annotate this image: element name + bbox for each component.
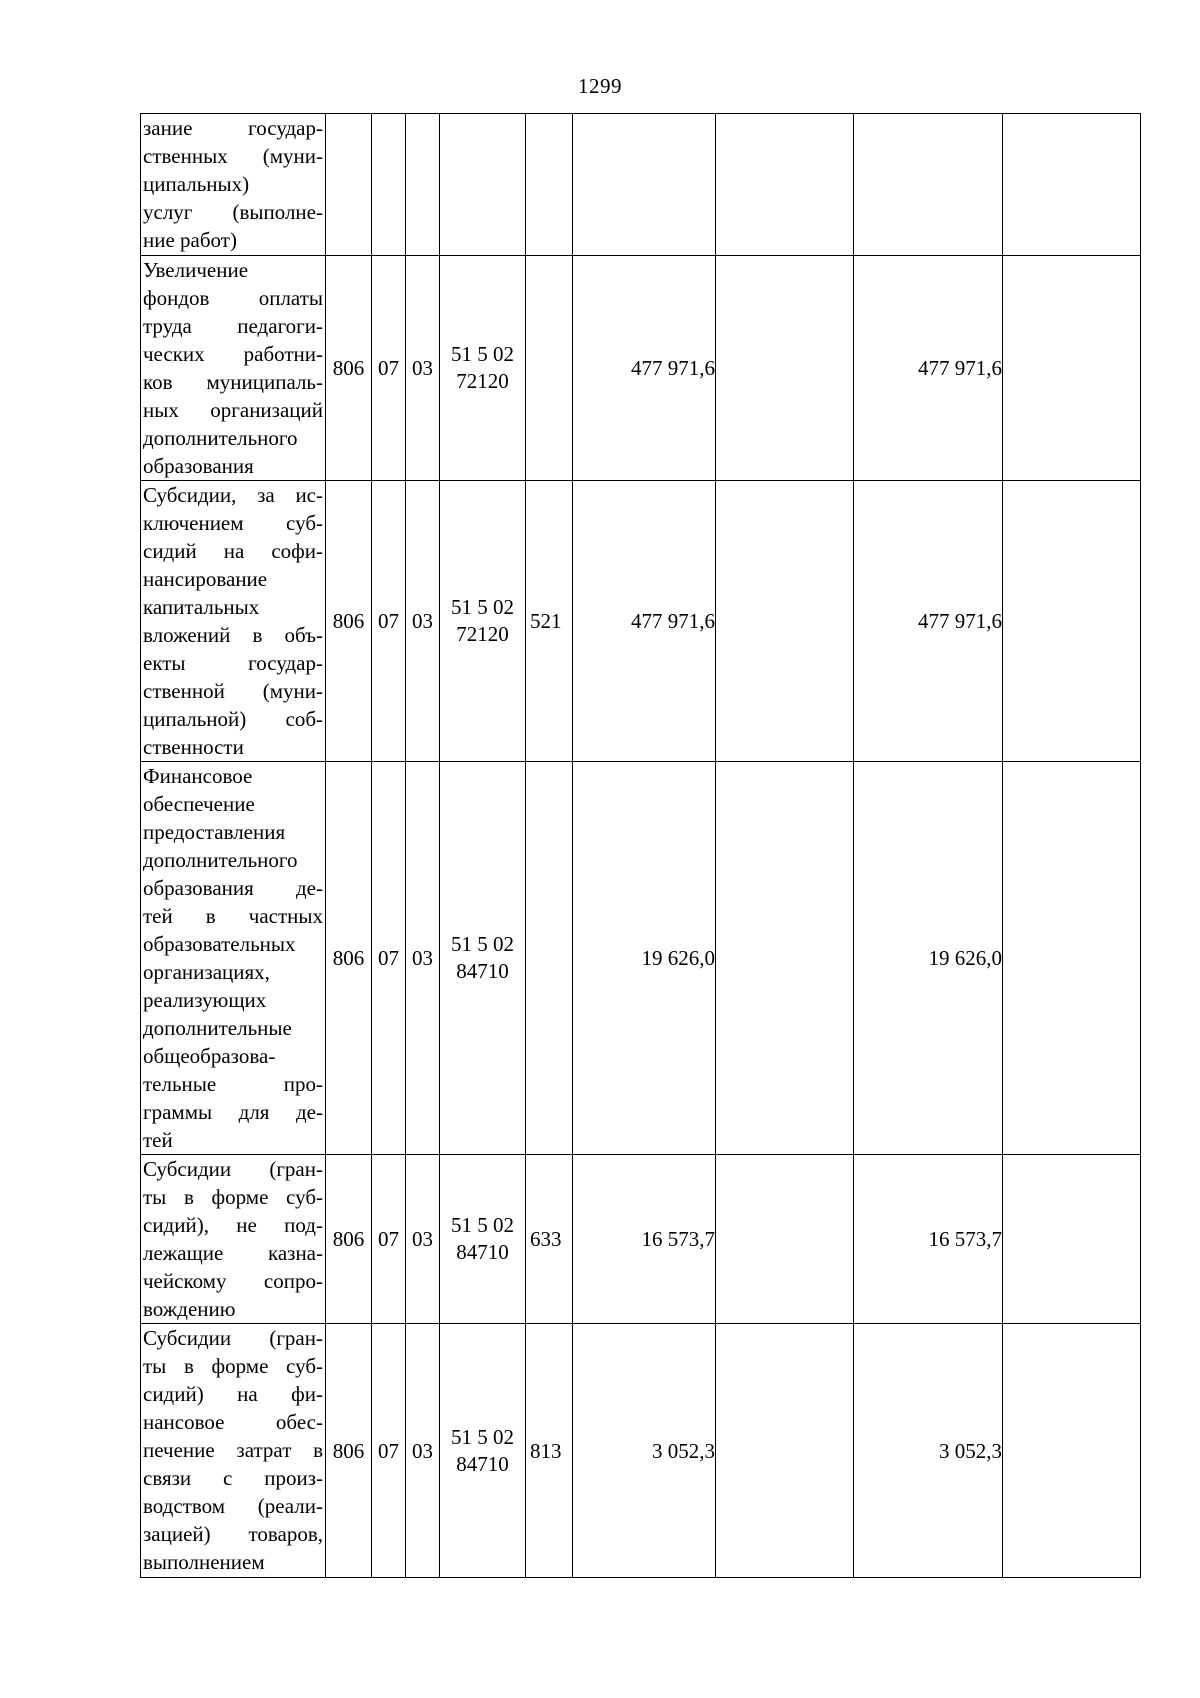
description-line: ципальной) соб-: [143, 707, 323, 731]
subsection-code: 03: [406, 256, 440, 481]
description-line: ключением суб-: [143, 511, 323, 535]
subsection-code: 03: [406, 481, 440, 762]
description-line: нансирование: [143, 567, 268, 591]
row-description: [141, 1324, 326, 1578]
row-description: [141, 481, 326, 762]
target-article-code: [440, 256, 526, 481]
section-code: 07: [372, 1324, 406, 1578]
description-line: организациях,: [143, 960, 270, 984]
description-line: труда педагоги-: [143, 314, 323, 338]
ministry-code: 806: [326, 481, 372, 762]
description-line: дополнительные: [143, 1016, 292, 1040]
description-line: ных организаций: [143, 398, 323, 422]
amount-total: 16 573,7: [573, 1155, 716, 1324]
target-code-line1: 51 5 02: [451, 342, 514, 366]
description-line: ков муниципаль-: [143, 370, 323, 394]
target-article-code: [440, 762, 526, 1155]
description-line: зание государ-: [143, 116, 323, 140]
description-line: Финансовое: [143, 764, 253, 788]
description-line: сидий) на фи-: [143, 1382, 323, 1406]
amount-total: 19 626,0: [573, 762, 716, 1155]
description-line: тей в частных: [143, 904, 323, 928]
description-line: водством (реали-: [143, 1494, 323, 1518]
row-description: [141, 1155, 326, 1324]
amount-total: 477 971,6: [573, 256, 716, 481]
amount-col3: [854, 114, 1003, 256]
expense-type-code: 633: [526, 1155, 573, 1324]
target-code-line1: 51 5 02: [451, 595, 514, 619]
description-line: Субсидии, за ис-: [143, 483, 323, 507]
description-line: тей: [143, 1128, 173, 1152]
row-description: [141, 114, 326, 256]
description-line: екты государ-: [143, 651, 323, 675]
amount-col4: [1003, 256, 1141, 481]
amount-col4: [1003, 481, 1141, 762]
amount-col2: [716, 481, 854, 762]
description-line: образовательных: [143, 932, 296, 956]
expense-type-code: [526, 114, 573, 256]
amount-col2: [716, 256, 854, 481]
ministry-code: 806: [326, 1155, 372, 1324]
section-code: 07: [372, 481, 406, 762]
budget-table: [140, 113, 1141, 1578]
target-article-code: [440, 481, 526, 762]
page-number: 1299: [578, 74, 622, 98]
description-line: печение затрат в: [143, 1438, 323, 1462]
amount-col2: [716, 114, 854, 256]
table-row: [141, 481, 1141, 762]
expense-type-code: 813: [526, 1324, 573, 1578]
target-code-line2: 84710: [456, 959, 509, 983]
description-line: капитальных: [143, 595, 260, 619]
target-code-line2: 84710: [456, 1451, 509, 1476]
description-line: выполнением: [143, 1550, 265, 1574]
ministry-code: 806: [326, 1324, 372, 1578]
description-line: граммы для де-: [143, 1100, 323, 1124]
target-code-line2: 72120: [456, 369, 509, 393]
description-line: связи с произ-: [143, 1466, 323, 1490]
target-code-line1: 51 5 02: [451, 932, 514, 956]
target-code-line2: 72120: [456, 622, 509, 646]
amount-col3: 19 626,0: [854, 762, 1003, 1155]
target-article-code: [440, 114, 526, 256]
amount-col4: [1003, 1155, 1141, 1324]
amount-col4: [1003, 762, 1141, 1155]
row-description: [141, 256, 326, 481]
description-line: ты в форме суб-: [143, 1185, 323, 1209]
description-line: реализующих: [143, 988, 267, 1012]
description-line: ственности: [143, 735, 244, 759]
ministry-code: 806: [326, 762, 372, 1155]
subsection-code: [406, 114, 440, 256]
table-row: [141, 1324, 1141, 1578]
amount-col2: [716, 1324, 854, 1578]
amount-col4: [1003, 114, 1141, 256]
description-line: нансовое обес-: [143, 1410, 323, 1434]
description-line: общеобразова-: [143, 1044, 276, 1068]
amount-col3: 16 573,7: [854, 1155, 1003, 1324]
expense-type-code: 521: [526, 481, 573, 762]
subsection-code: 03: [406, 1324, 440, 1578]
description-line: чейскому сопро-: [143, 1269, 323, 1293]
table-row: [141, 762, 1141, 1155]
description-line: ческих работни-: [143, 342, 323, 366]
table-row: [141, 256, 1141, 481]
amount-col3: 477 971,6: [854, 481, 1003, 762]
description-line: ственной (муни-: [143, 679, 323, 703]
description-line: ципальных): [143, 172, 250, 196]
description-line: вождению: [143, 1297, 236, 1321]
description-line: зацией) товаров,: [143, 1522, 323, 1546]
amount-total: 3 052,3: [573, 1324, 716, 1578]
description-line: услуг (выполне-: [143, 200, 323, 224]
amount-col2: [716, 762, 854, 1155]
target-code-line1: 51 5 02: [451, 1424, 514, 1449]
table-row: [141, 1155, 1141, 1324]
expense-type-code: [526, 256, 573, 481]
amount-col3: 477 971,6: [854, 256, 1003, 481]
description-line: ственных (муни-: [143, 144, 323, 168]
description-line: Субсидии (гран-: [143, 1326, 323, 1350]
description-line: обеспечение: [143, 792, 255, 816]
description-line: ние работ): [143, 228, 237, 252]
description-line: ты в форме суб-: [143, 1354, 323, 1378]
ministry-code: 806: [326, 256, 372, 481]
ministry-code: [326, 114, 372, 256]
expense-type-code: [526, 762, 573, 1155]
description-line: фондов оплаты: [143, 286, 323, 310]
amount-col2: [716, 1155, 854, 1324]
section-code: 07: [372, 762, 406, 1155]
description-line: образования де-: [143, 876, 323, 900]
subsection-code: 03: [406, 762, 440, 1155]
table-body: [141, 114, 1141, 1578]
description-line: дополнительного: [143, 848, 298, 872]
description-line: сидий на софи-: [143, 539, 323, 563]
amount-col4: [1003, 1324, 1141, 1578]
description-line: тельные про-: [143, 1072, 323, 1096]
description-line: сидий), не под-: [143, 1213, 323, 1237]
target-code-line1: 51 5 02: [451, 1213, 514, 1237]
description-line: лежащие казна-: [143, 1241, 323, 1265]
section-code: 07: [372, 1155, 406, 1324]
target-article-code: [440, 1324, 526, 1578]
description-line: дополнительного: [143, 426, 298, 450]
description-line: Увеличение: [143, 258, 249, 282]
target-article-code: [440, 1155, 526, 1324]
amount-col3: 3 052,3: [854, 1324, 1003, 1578]
description-line: Субсидии (гран-: [143, 1157, 323, 1181]
description-line: вложений в объ-: [143, 623, 323, 647]
table-row: [141, 114, 1141, 256]
section-code: 07: [372, 256, 406, 481]
amount-total: 477 971,6: [573, 481, 716, 762]
description-line: образования: [143, 454, 254, 478]
row-description: [141, 762, 326, 1155]
section-code: [372, 114, 406, 256]
subsection-code: 03: [406, 1155, 440, 1324]
description-line: предоставления: [143, 820, 286, 844]
amount-total: [573, 114, 716, 256]
target-code-line2: 84710: [456, 1240, 509, 1264]
